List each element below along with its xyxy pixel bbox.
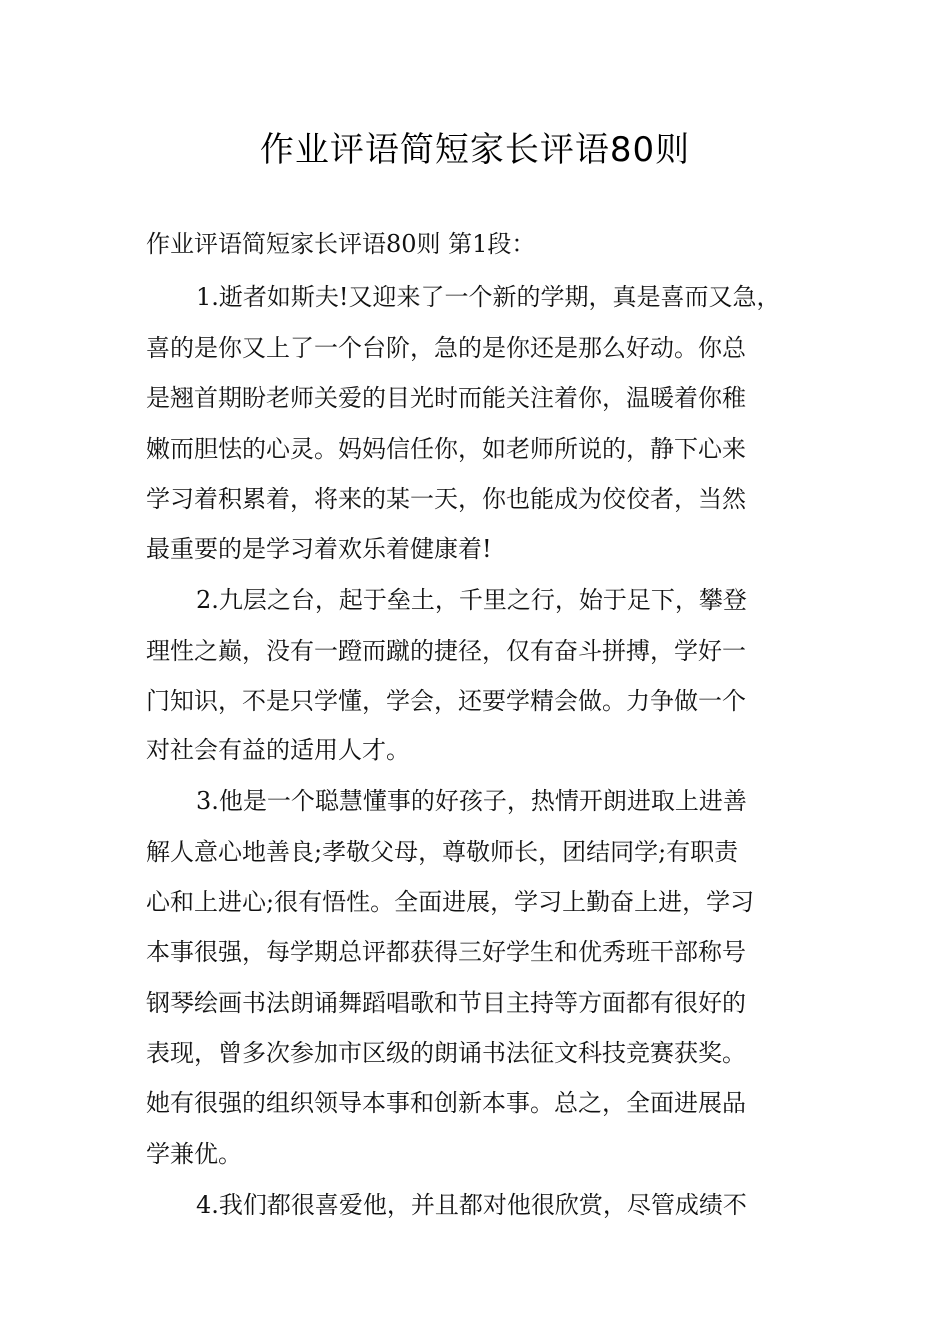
paragraph-line: 4.我们都很喜爱他，并且都对他很欣赏，尽管成绩不: [196, 1191, 747, 1219]
paragraph-line: 解人意心地善良;孝敬父母，尊敬师长，团结同学;有职责: [146, 838, 739, 866]
paragraph-line: 最重要的是学习着欢乐着健康着!: [146, 535, 492, 563]
paragraph-line: 门知识，不是只学懂，学会，还要学精会做。力争做一个: [146, 687, 746, 715]
paragraph-line: 学兼优。: [146, 1140, 242, 1168]
paragraph-line: 学习着积累着，将来的某一天，你也能成为佼佼者，当然: [146, 485, 746, 513]
paragraph-line: 表现，曾多次参加市区级的朗诵书法征文科技竞赛获奖。: [146, 1039, 746, 1067]
paragraph-line: 1.逝者如斯夫!又迎来了一个新的学期，真是喜而又急，: [196, 283, 781, 311]
paragraph-line: 是翘首期盼老师关爱的目光时而能关注着你，温暖着你稚: [146, 384, 746, 412]
section-heading: 作业评语简短家长评语80则 第1段：: [146, 230, 536, 258]
paragraph-line: 她有很强的组织领导本事和创新本事。总之，全面进展品: [146, 1089, 746, 1117]
paragraph-line: 心和上进心;很有悟性。全面进展，学习上勤奋上进，学习: [146, 888, 755, 916]
paragraph-line: 本事很强，每学期总评都获得三好学生和优秀班干部称号: [146, 938, 746, 966]
document-title: 作业评语简短家长评语80则: [259, 130, 691, 170]
paragraph-line: 喜的是你又上了一个台阶，急的是你还是那么好动。你总: [146, 334, 746, 362]
paragraph-line: 嫩而胆怯的心灵。妈妈信任你，如老师所说的，静下心来: [146, 435, 746, 463]
paragraph-line: 钢琴绘画书法朗诵舞蹈唱歌和节目主持等方面都有很好的: [146, 989, 746, 1017]
paragraph-line: 3.他是一个聪慧懂事的好孩子，热情开朗进取上进善: [196, 787, 747, 815]
paragraph-line: 理性之巅，没有一蹬而蹴的捷径，仅有奋斗拼搏，学好一: [146, 637, 746, 665]
paragraph-line: 2.九层之台，起于垒土，千里之行，始于足下，攀登: [196, 586, 747, 614]
paragraph-line: 对社会有益的适用人才。: [146, 736, 410, 764]
